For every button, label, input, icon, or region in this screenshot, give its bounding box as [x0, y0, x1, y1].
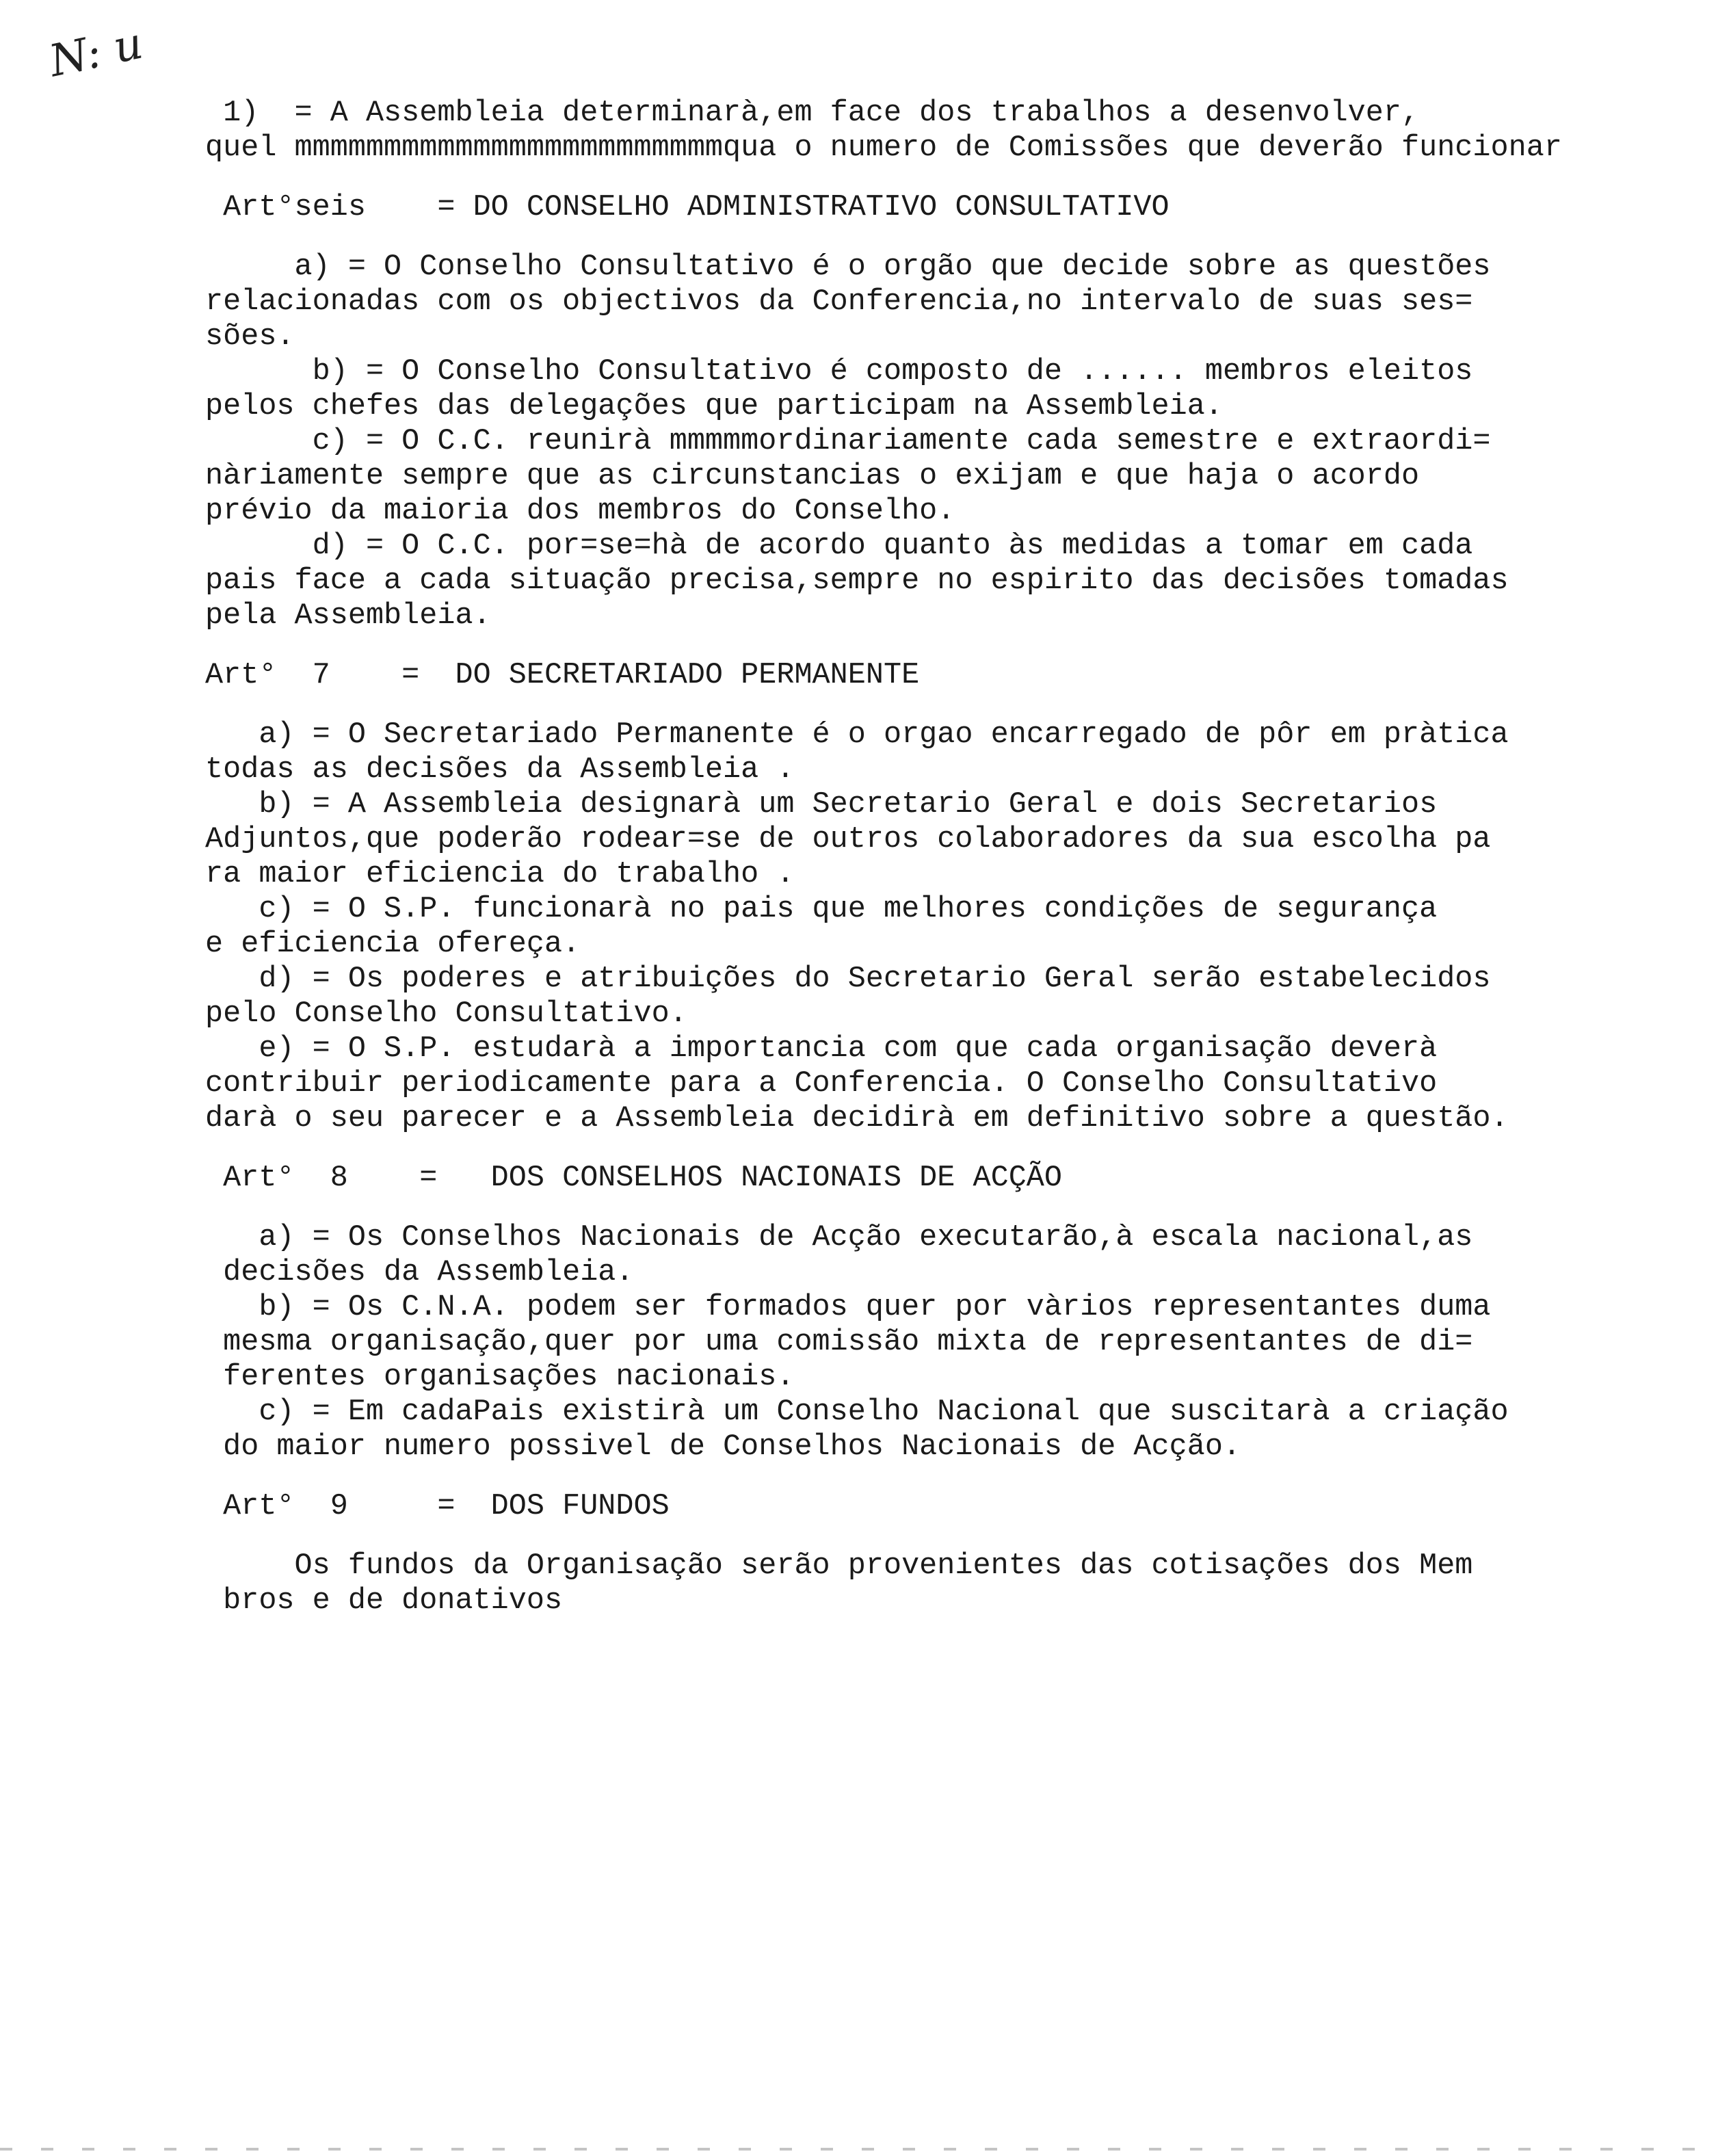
text-line: b) = Os C.N.A. podem ser formados quer por vàrios representantes duma	[205, 1291, 1491, 1324]
text-line: d) = O C.C. por=se=hà de acordo quanto às medidas a tomar em cada	[205, 529, 1473, 563]
document-body	[205, 96, 1696, 1618]
text-line: pelos chefes das delegações que participam na Assembleia.	[205, 390, 1223, 423]
text-line: pelo Conselho Consultativo.	[205, 997, 687, 1031]
line-gap	[205, 693, 1696, 718]
text-line: d) = Os poderes e atribuições do Secretario Geral serão estabelecidos	[205, 962, 1491, 996]
text-line: b) = O Conselho Consultativo é composto de ...... membros eleitos	[205, 355, 1473, 389]
text-line: a) = O Conselho Consultativo é o orgão que decide sobre as questões	[205, 250, 1491, 284]
article-heading-7: Art° 7 = DO SECRETARIADO PERMANENTE	[205, 659, 920, 692]
text-line: c) = O S.P. funcionarà no pais que melhores condições de segurança	[205, 893, 1438, 926]
text-line: bros e de donativos	[205, 1584, 563, 1618]
line-gap	[205, 1524, 1696, 1549]
text-line: ra maior eficiencia do trabalho .	[205, 858, 795, 891]
text-line: do maior numero possivel de Conselhos Nacionais de Acção.	[205, 1430, 1241, 1464]
text-line: pais face a cada situação precisa,sempre no espirito das decisões tomadas	[205, 564, 1509, 598]
article-heading-8: Art° 8 = DOS CONSELHOS NACIONAIS DE ACÇÃO	[205, 1161, 1063, 1195]
article-heading-seis: Art°seis = DO CONSELHO ADMINISTRATIVO CONSULTATIVO	[205, 191, 1169, 224]
text-line: e eficiencia ofereça.	[205, 928, 581, 961]
scan-edge-artifact	[0, 2148, 1718, 2151]
line-gap	[205, 1464, 1696, 1489]
text-line: pela Assembleia.	[205, 599, 491, 633]
text-line: Adjuntos,que poderão rodear=se de outros colaboradores da sua escolha pa	[205, 823, 1491, 856]
article-heading-9: Art° 9 = DOS FUNDOS	[205, 1490, 670, 1523]
handwritten-annotation: N: u	[44, 18, 148, 88]
text-line: nàriamente sempre que as circunstancias o exijam e que haja o acordo	[205, 460, 1420, 493]
text-line: Os fundos da Organisação serão provenientes das cotisações dos Mem	[205, 1549, 1473, 1583]
line-gap	[205, 1196, 1696, 1220]
text-line: c) = O C.C. reunirà mmmmmordinariamente cada semestre e extraordi=	[205, 425, 1491, 458]
text-line: contribuir periodicamente para a Conferencia. O Conselho Consultativo	[205, 1067, 1438, 1101]
text-line: b) = A Assembleia designarà um Secretario Geral e dois Secretarios	[205, 788, 1438, 821]
text-line: a) = Os Conselhos Nacionais de Acção executarão,à escala nacional,as	[205, 1221, 1473, 1254]
text-line: quel mmmmmmmmmmmmmmmmmmmmmmmmqua o numero de Comissões que deverão funcionar	[205, 131, 1562, 165]
text-line: mesma organisação,quer por uma comissão mixta de representantes de di=	[205, 1326, 1473, 1359]
line-gap	[205, 225, 1696, 250]
text-line: prévio da maioria dos membros do Conselho.	[205, 495, 955, 528]
text-line: a) = O Secretariado Permanente é o orgao encarregado de pôr em pràtica	[205, 718, 1509, 752]
text-line: 1) = A Assembleia determinarà,em face dos trabalhos a desenvolver,	[205, 96, 1420, 130]
line-gap	[205, 633, 1696, 658]
text-line: relacionadas com os objectivos da Conferencia,no intervalo de suas ses=	[205, 285, 1473, 319]
text-line: todas as decisões da Assembleia .	[205, 753, 795, 787]
text-line: c) = Em cadaPais existirà um Conselho Nacional que suscitarà a criação	[205, 1395, 1509, 1429]
text-line: decisões da Assembleia.	[205, 1256, 634, 1289]
line-gap	[205, 166, 1696, 190]
text-line: ferentes organisações nacionais.	[205, 1360, 795, 1394]
text-line: darà o seu parecer e a Assembleia decidirà em definitivo sobre a questão.	[205, 1102, 1509, 1135]
text-line: e) = O S.P. estudarà a importancia com que cada organisação deverà	[205, 1032, 1438, 1066]
text-line: sões.	[205, 320, 295, 354]
line-gap	[205, 1136, 1696, 1161]
